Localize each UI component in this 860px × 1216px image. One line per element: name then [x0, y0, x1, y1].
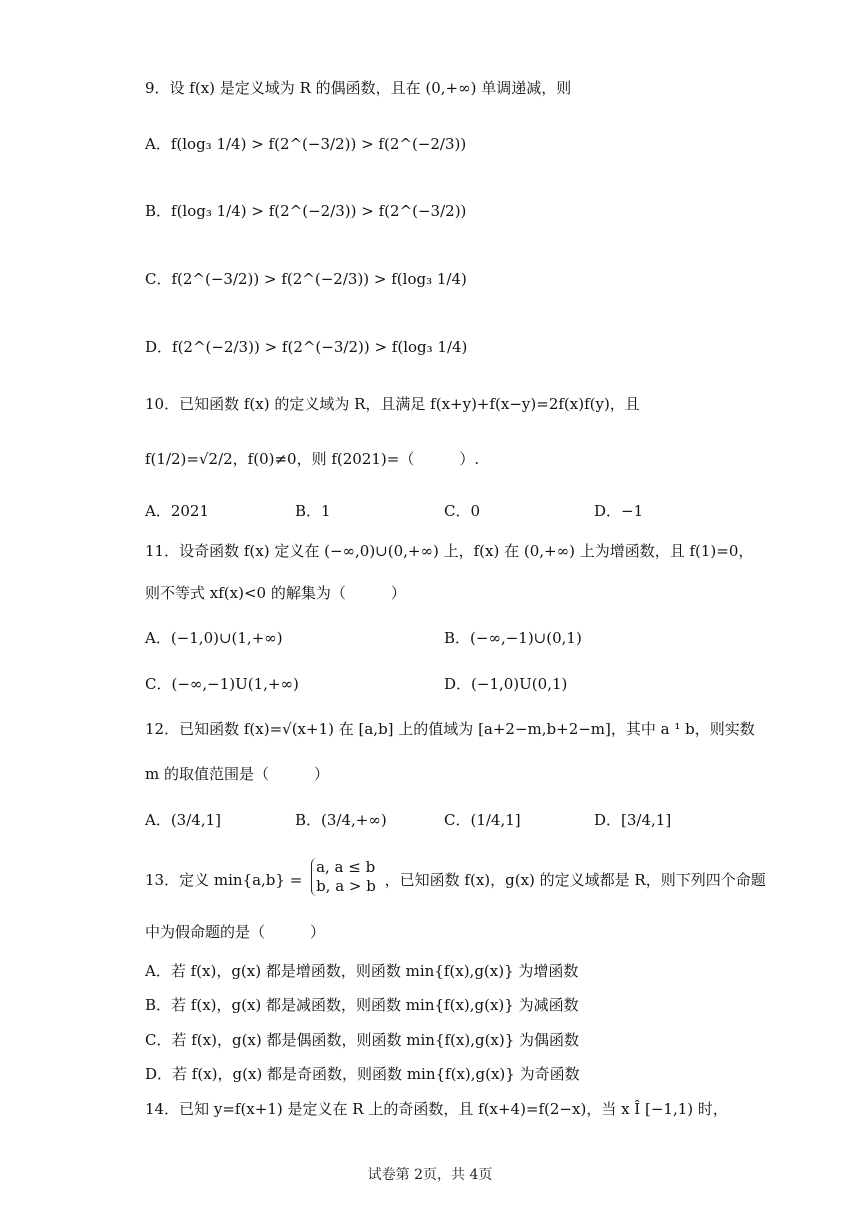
- q9-stem: 9．设 f(x) 是定义域为 R 的偶函数，且在 (0,+∞) 单调递减，则: [145, 79, 572, 97]
- q9-option-d: D．f(2^(−2/3)) > f(2^(−3/2)) > f(log₃ 1/4): [145, 338, 468, 356]
- q13-case-1: a, a ≤ b: [316, 858, 376, 876]
- q13-case-2: b, a > b: [316, 877, 376, 895]
- q13-stem-suffix: ，已知函数 f(x)，g(x) 的定义域都是 R，则下列四个命题: [384, 871, 766, 889]
- q11-stem-line2: 则不等式 xf(x)<0 的解集为（ ）: [145, 584, 406, 602]
- q11-option-b: B．(−∞,−1)∪(0,1): [444, 629, 582, 647]
- q11-option-c: C．(−∞,−1)U(1,+∞): [145, 675, 299, 693]
- q9-option-c: C．f(2^(−3/2)) > f(2^(−2/3)) > f(log₃ 1/4): [145, 270, 467, 288]
- q14-stem: 14．已知 y=f(x+1) 是定义在 R 上的奇函数，且 f(x+4)=f(2−x)，当 x Î [−1,1) 时，: [145, 1100, 728, 1118]
- q11-option-a: A．(−1,0)∪(1,+∞): [145, 629, 283, 647]
- page-footer: 试卷第 2页，共 4页: [367, 1167, 493, 1183]
- q13-stem: [145, 858, 820, 900]
- q12-option-b: B．(3/4,+∞): [295, 811, 387, 829]
- q12-option-a: A．(3/4,1]: [145, 811, 221, 829]
- q9-option-b: B．f(log₃ 1/4) > f(2^(−2/3)) > f(2^(−3/2)): [145, 202, 467, 220]
- q10-stem-line2: f(1/2)=√2/2，f(0)≠0，则 f(2021)=（ ）.: [145, 450, 480, 468]
- q9-option-a: A．f(log₃ 1/4) > f(2^(−3/2)) > f(2^(−2/3)): [145, 135, 467, 153]
- q12-stem: 12．已知函数 f(x)=√(x+1) 在 [a,b] 上的值域为 [a+2−m,b+2−m]，其中 a ¹ b，则实数: [145, 720, 755, 738]
- q11-option-d: D．(−1,0)U(0,1): [444, 675, 568, 693]
- q13-option-b: B．若 f(x)，g(x) 都是减函数，则函数 min{f(x),g(x)} 为减函数: [145, 996, 579, 1014]
- q13-option-d: D．若 f(x)，g(x) 都是奇函数，则函数 min{f(x),g(x)} 为奇函数: [145, 1065, 580, 1083]
- q13-option-c: C．若 f(x)，g(x) 都是偶函数，则函数 min{f(x),g(x)} 为偶函数: [145, 1031, 580, 1049]
- q13-stem-prefix: 13．定义 min{a,b} =: [145, 871, 303, 889]
- q12-option-d: D．[3/4,1]: [594, 811, 672, 829]
- q12-option-c: C．(1/4,1]: [444, 811, 521, 829]
- q10-stem: 10．已知函数 f(x) 的定义域为 R，且满足 f(x+y)+f(x−y)=2f(x)f(y)，且: [145, 395, 640, 413]
- q10-option-d: D．−1: [594, 502, 644, 520]
- q11-stem: 11．设奇函数 f(x) 定义在 (−∞,0)∪(0,+∞) 上，f(x) 在 (0,+∞) 上为增函数，且 f(1)=0，: [145, 542, 754, 560]
- q10-option-a: A．2021: [145, 502, 210, 520]
- q13-piecewise: [311, 858, 376, 896]
- q10-option-b: B．1: [295, 502, 331, 520]
- q13-option-a: A．若 f(x)，g(x) 都是增函数，则函数 min{f(x),g(x)} 为增函数: [145, 962, 579, 980]
- q12-stem-line2: m 的取值范围是（ ）: [145, 765, 329, 783]
- q10-option-c: C．0: [444, 502, 481, 520]
- q13-stem-line2: 中为假命题的是（ ）: [145, 923, 326, 941]
